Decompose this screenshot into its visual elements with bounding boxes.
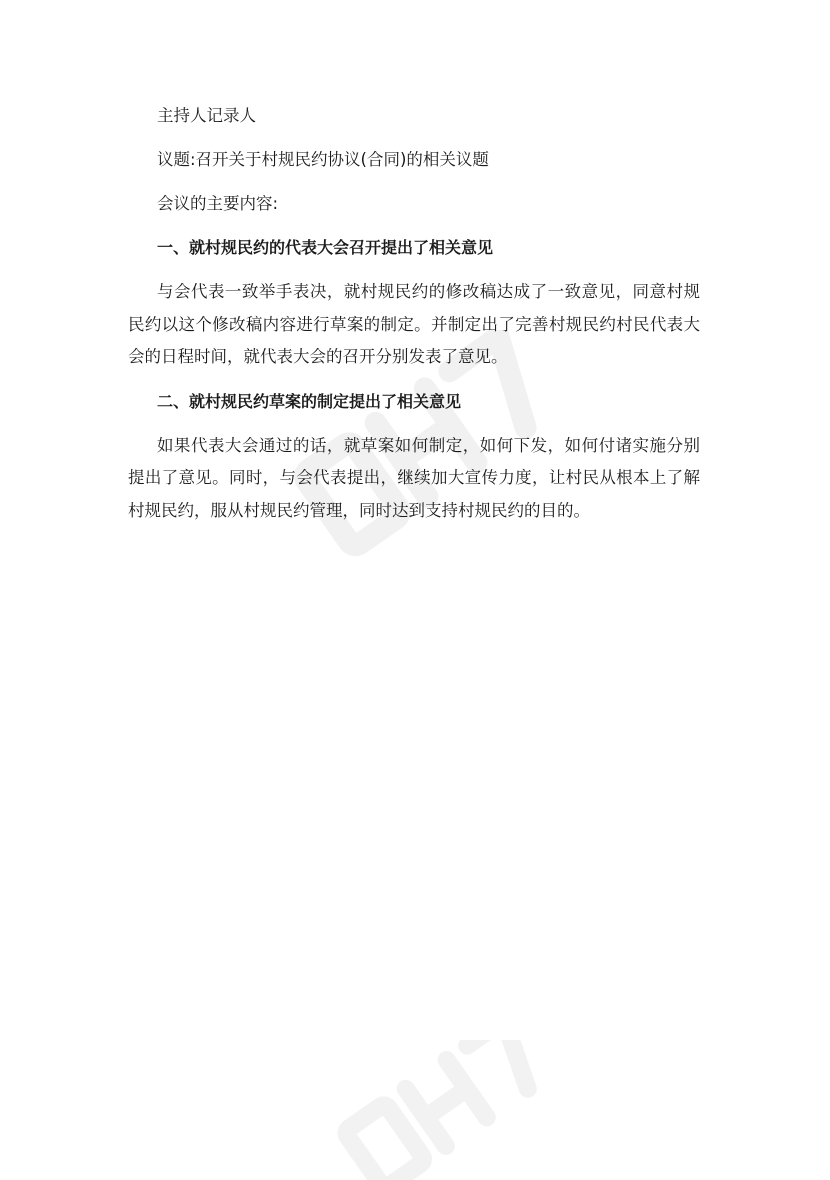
- section-2-body: 如果代表大会通过的话，就草案如何制定，如何下发，如何付诸实施分别提出了意见。同时，与会代表提出，继续加大宣传力度，让村民从根本上了解村规民约，服从村规民约管理，同时达到支持村规民约的目的。: [128, 435, 700, 520]
- section-2-heading: 二、就村规民约草案的制定提出了相关意见: [157, 391, 462, 411]
- host-recorder-line: 主持人记录人: [157, 106, 256, 125]
- main-content-label: 会议的主要内容:: [157, 194, 279, 213]
- section-1-heading: 一、就村规民约的代表大会召开提出了相关意见: [157, 238, 494, 257]
- document-body: [128, 100, 700, 527]
- section-1-body: 与会代表一致举手表决，就村规民约的修改稿达成了一致意见，同意村规民约以这个修改稿内容进行草案的制定。并制定出了完善村规民约村民代表大会的日程时间，就代表大会的召开分别发表了意见。: [128, 282, 700, 366]
- topic-line: 议题:召开关于村规民约协议(合同)的相关议题: [157, 150, 489, 169]
- watermark-logo-bottom: [330, 1040, 560, 1180]
